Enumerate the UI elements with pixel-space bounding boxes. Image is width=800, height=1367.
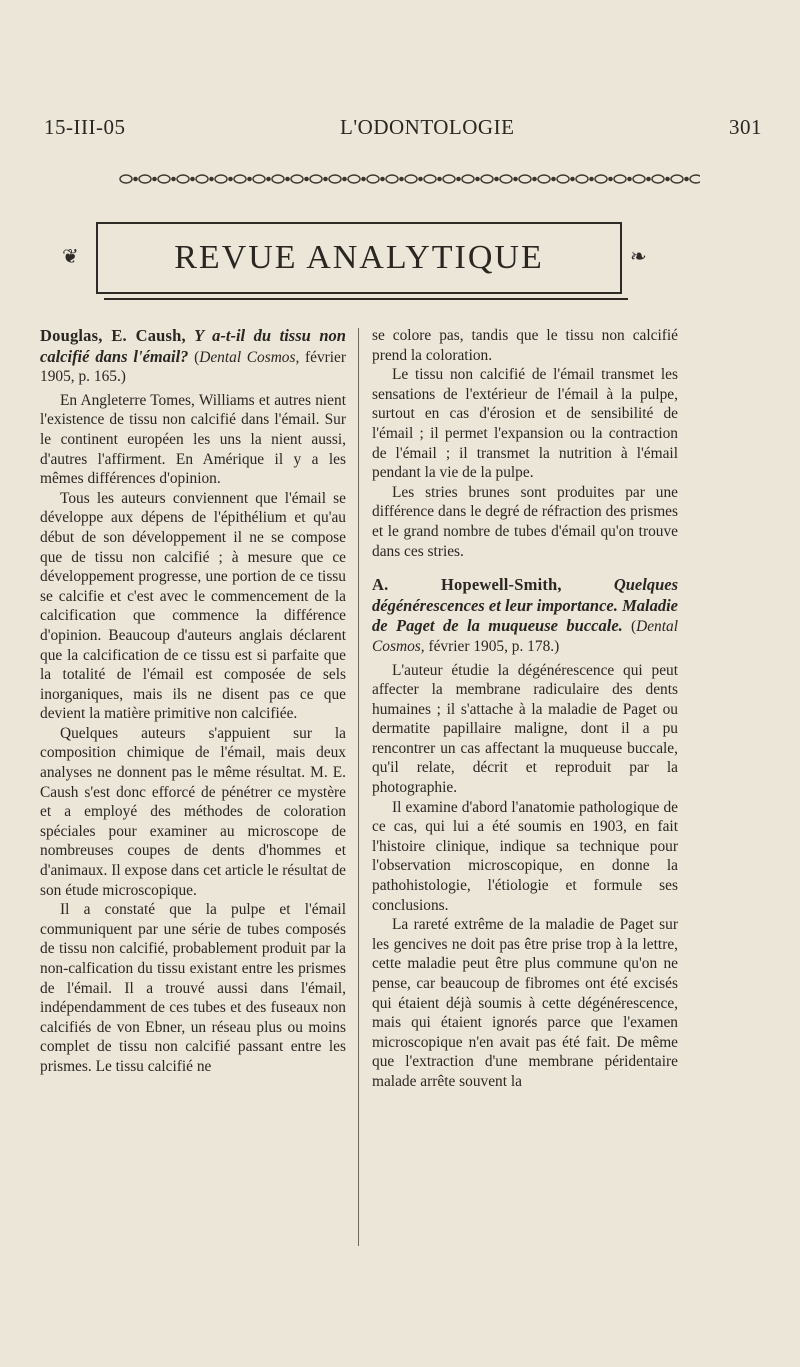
ornament-loop — [329, 175, 341, 183]
paragraph: Il a constaté que la pulpe et l'émail communiquent par une série de tubes composés de tissu non calcifié, probablement produit par la non-calfication du tissu existant entre les prismes de l'émail. Il a trouvé aussi dans l'émail, indépendamment de ces tubes et des fuseaux non calcifiés de von Ebner, un réseau plus ou moins complet de tissu non calcifié passant entre les prismes. Le tissu calcifié ne — [40, 901, 346, 1075]
ornament-dot — [267, 177, 270, 180]
paragraph: L'auteur étudie la dégénérescence qui peut affecter la membrane radiculaire des dents humaines ; il s'attache à la maladie de Paget ou dermatite papillaire maligne, dont il a pu rencontrer un cas affectant la muqueuse buccale, qu'il relate, décrit et reproduit par la photographie. — [372, 661, 678, 797]
paragraph: La rareté extrême de la maladie de Paget sur les gencives ne doit pas être prise trop à la lettre, cette maladie peut être plus commune qu'on ne pense, car beaucoup de fibromes ont été excisés qui étaient déjà soumis à cette dégénérescence, mais qui étaient ignorés parce que l'examen microscopique n'en avait pas été fait. De même que l'extraction d'une membrane péridentaire malade arrête souvent la — [372, 916, 678, 1090]
ornament-loop — [557, 175, 569, 183]
ornament-loop — [196, 175, 208, 183]
ornament-dot — [210, 177, 213, 180]
ornament-dot — [666, 177, 669, 180]
source-journal: Dental Cosmos, — [372, 618, 678, 655]
ornament-loop — [367, 175, 379, 183]
right-column — [372, 326, 678, 1092]
paragraph-continuation: se colore pas, tandis que le tissu non calcifié prend la coloration. — [372, 327, 678, 364]
ornament-loop — [671, 175, 683, 183]
ornament-loop — [424, 175, 436, 183]
left-column — [40, 326, 346, 1077]
ornament-dot — [343, 177, 346, 180]
source-details: février 1905, p. 165.) — [40, 348, 347, 386]
section-title: REVUE ANALYTIQUE — [174, 239, 544, 276]
ornament-dot — [400, 177, 403, 180]
ornament-loop — [481, 175, 493, 183]
ornament-dot — [685, 177, 688, 180]
ornament-dot — [552, 177, 555, 180]
ornament-loop — [538, 175, 550, 183]
ornament-loop — [614, 175, 626, 183]
ornament-dot — [419, 177, 422, 180]
article-author: A. Hopewell-Smith, — [372, 575, 562, 595]
ornament-loop — [500, 175, 512, 183]
paragraph: Le tissu non calcifié de l'émail transmet les sensations de l'extérieur de l'émail à la pulpe, surtout en cas d'érosion et de sensibilité de l'émail ; il permet l'expansion ou la contraction de l'émail ; il transmet la nutrition à l'émail pendant la vie de la pulpe. — [372, 366, 678, 482]
ornament-dot — [362, 177, 365, 180]
ornament-dot — [248, 177, 251, 180]
running-head — [44, 115, 762, 140]
paragraph: Il examine d'abord l'anatomie pathologique de ce cas, qui lui a été soumis en 1903, en fait l'histoire clinique, indique sa technique pour l'observation microscopique, en donne la pathohistologie, l'étiologie et formule ses conclusions. — [372, 798, 678, 914]
ornament-loop — [633, 175, 645, 183]
paragraph: Les stries brunes sont produites par une différence dans le degré de réfraction des prismes et le grand nombre de tubes d'émail qu'on trouve dans ces stries. — [372, 483, 678, 560]
paragraph: Tous les auteurs conviennent que l'émail se développe aux dépens de l'épithélium et qu'au début de son développement il ne se compose que de tissu non calcifié ; à mesure que ce développement progresse, une portion de ce tissu se calcifie et c'est avec le commencement de la calcification que commence la différence d'opinion. Beaucoup d'auteurs anglais déclarent que la calcification de ce tissu est si parfaite que la totalité de l'émail est composée de sels inorganiques, mais ils ne disent pas ce que devient la matière primitive non calcifiée. — [40, 489, 346, 723]
ornament-loop — [386, 175, 398, 183]
article-heading: Douglas, E. Caush, Y a-t-il du tissu non calcifié dans l'émail? (Dental Cosmos, février 1905, p. 165.) — [40, 326, 347, 386]
article-title: Quelques dégénérescences et leur importance. Maladie de Paget de la muqueuse buccale. — [372, 575, 678, 636]
ornament-loop — [158, 175, 170, 183]
ornament-dot — [305, 177, 308, 180]
ornament-loop — [215, 175, 227, 183]
ornament-dot — [191, 177, 194, 180]
ornament-loop — [139, 175, 151, 183]
ornament-dot — [153, 177, 156, 180]
ornament-dot — [533, 177, 536, 180]
ornament-loop — [652, 175, 664, 183]
ornament-dot — [590, 177, 593, 180]
ornament-dot — [609, 177, 612, 180]
page-number: 301 — [729, 115, 762, 139]
ornament-dot — [286, 177, 289, 180]
ornament-dot — [229, 177, 232, 180]
ornament-loop — [576, 175, 588, 183]
decorative-border-ornament — [118, 170, 700, 188]
ornament-dot — [628, 177, 631, 180]
ornament-loop — [177, 175, 189, 183]
ornament-dot — [134, 177, 137, 180]
ornament-loop — [291, 175, 303, 183]
ornament-loop — [595, 175, 607, 183]
ornament-dot — [381, 177, 384, 180]
paragraph: En Angleterre Tomes, Williams et autres nient l'existence de tissu non calcifié dans l'émail. Sur le continent européen les uns la nient aussi, d'autres l'affirment. En Amérique il y a les mêmes différences d'opinion. — [40, 391, 346, 488]
ornament-dot — [571, 177, 574, 180]
issue-date: 15-III-05 — [44, 115, 126, 139]
ornament-loop — [272, 175, 284, 183]
ornament-loop — [253, 175, 265, 183]
source-journal: Dental Cosmos, — [199, 348, 300, 366]
article-title: Y a-t-il du tissu non calcifié dans l'émail? — [40, 326, 346, 366]
ornament-loop — [405, 175, 417, 183]
ornament-dot — [438, 177, 441, 180]
paragraph: Quelques auteurs s'appuient sur la composition chimique de l'émail, mais deux analyses ne donnent pas le même résultat. M. E. Caush s'est donc efforcé de pénétrer ce mystère et a employé des méthodes de coloration spéciales pour examiner au microscope de nombreuses coupes de dents d'hommes et d'animaux. Il expose dans cet article le résultat de son étude microscopique. — [40, 724, 346, 899]
ornament-dot — [495, 177, 498, 180]
journal-name: L'ODONTOLOGIE — [340, 115, 515, 139]
ornament-dot — [457, 177, 460, 180]
leaf-ornament-icon: ❦ — [62, 246, 79, 268]
ornament-dot — [172, 177, 175, 180]
ornament-loop — [234, 175, 246, 183]
source-details: février 1905, p. 178.) — [424, 637, 560, 655]
leaf-ornament-icon: ❧ — [630, 246, 647, 268]
column-divider — [358, 328, 359, 1246]
article-author: Douglas, E. Caush, — [40, 326, 186, 345]
ornament-loop — [443, 175, 455, 183]
ornament-loop — [462, 175, 474, 183]
ornament-dot — [324, 177, 327, 180]
ornament-loop — [690, 175, 700, 183]
section-title-box — [96, 222, 622, 294]
ornament-loop — [120, 175, 132, 183]
ornament-dot — [476, 177, 479, 180]
ornament-loop — [348, 175, 360, 183]
ornament-dot — [514, 177, 517, 180]
ornament-loop — [310, 175, 322, 183]
article-heading: A. Hopewell-Smith, Quelques dégénérescences et leur importance. Maladie de Paget de la muqueuse buccale. (Dental Cosmos, février 1905, p. 178.) — [372, 575, 678, 655]
ornament-dot — [647, 177, 650, 180]
ornament-loop — [519, 175, 531, 183]
two-column-body — [40, 326, 680, 1246]
